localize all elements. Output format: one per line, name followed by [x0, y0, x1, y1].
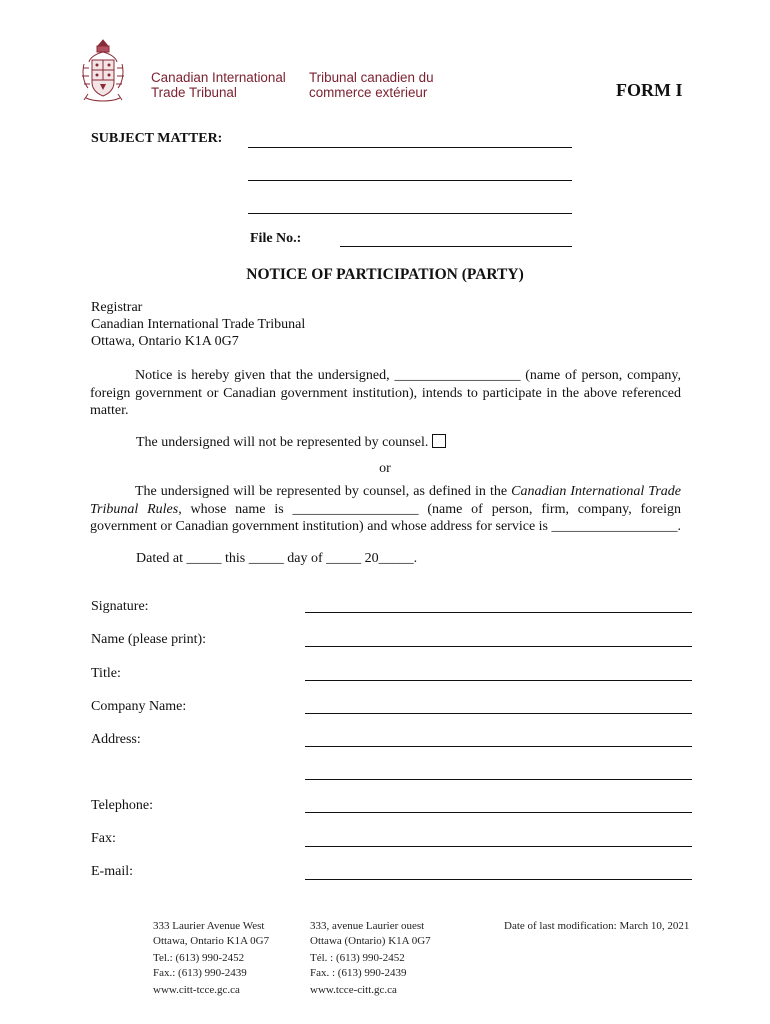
footer-en-web-link[interactable]: www.citt-tcce.gc.ca	[153, 984, 240, 996]
address-line-1: Registrar	[91, 300, 143, 315]
coat-of-arms-icon	[80, 38, 126, 104]
footer-fr-web-link[interactable]: www.tcce-citt.gc.ca	[310, 984, 397, 996]
represented-paragraph	[90, 483, 681, 536]
signature-field[interactable]	[305, 612, 692, 613]
company-name-label: Company Name:	[91, 699, 187, 714]
file-number-line[interactable]	[340, 246, 572, 247]
address-field-line-1[interactable]	[305, 746, 692, 747]
not-represented-option	[136, 434, 446, 451]
telephone-field[interactable]	[305, 812, 692, 813]
footer-en-fax: Fax.: (613) 990-2439	[153, 967, 247, 979]
telephone-label: Telephone:	[91, 798, 153, 813]
footer-fr-city-text: Ottawa (Ontario)	[310, 935, 389, 947]
dated-line: Dated at _____ this _____ day of _____ 20_____.	[136, 551, 418, 566]
address-field-line-2[interactable]	[305, 779, 692, 780]
subject-line-2[interactable]	[248, 180, 572, 181]
subject-matter-label: SUBJECT MATTER:	[91, 131, 223, 146]
address-line-2: Canadian International Trade Tribunal	[91, 317, 306, 332]
not-represented-checkbox[interactable]	[432, 434, 446, 448]
name-label: Name (please print):	[91, 632, 207, 647]
footer-address-english	[153, 919, 269, 998]
or-separator: or	[379, 461, 391, 476]
title-label: Title:	[91, 666, 121, 681]
subject-line-3[interactable]	[248, 213, 572, 214]
name-field[interactable]	[305, 646, 692, 647]
footer-fr-fax: Fax. : (613) 990-2439	[310, 967, 407, 979]
fax-label: Fax:	[91, 831, 116, 846]
footer-en-tel: Tel.: (613) 990-2452	[153, 952, 245, 964]
title-field[interactable]	[305, 680, 692, 681]
represented-text-1: The undersigned will be represented by counsel, as defined in the	[135, 484, 512, 499]
file-number-label: File No.:	[250, 231, 302, 246]
registrar-address	[91, 299, 305, 350]
represented-text-2: , whose name is __________________ (name of person, firm, company, foreign government or Canadian government institution) and whose address for service is __________________.	[90, 501, 681, 534]
subject-line-1[interactable]	[248, 147, 572, 148]
org-name-english	[151, 70, 286, 100]
footer-fr-postal: K1A 0G7	[388, 935, 431, 947]
org-name-en-line1: Canadian International	[151, 70, 286, 85]
footer-en-street: 333 Laurier Avenue West	[153, 920, 265, 932]
not-represented-text: The undersigned will not be represented by counsel.	[136, 435, 429, 450]
footer-fr-city	[310, 934, 431, 949]
signature-label: Signature:	[91, 599, 149, 614]
last-modified-date: Date of last modification: March 10, 2021	[504, 920, 690, 932]
org-name-fr-line1: Tribunal canadien du	[309, 70, 434, 85]
footer-fr-street: 333, avenue Laurier ouest	[310, 920, 425, 932]
footer-fr-tel: Tél. : (613) 990-2452	[310, 952, 405, 964]
org-name-fr-line2: commerce extérieur	[309, 85, 428, 100]
company-name-field[interactable]	[305, 713, 692, 714]
notice-paragraph: Notice is hereby given that the undersigned, __________________ (name of person, company, foreign government or Canadian government institution), intends to participate in the above referenced matter.	[90, 368, 681, 418]
notice-title: NOTICE OF PARTICIPATION (PARTY)	[246, 266, 524, 283]
email-label: E-mail:	[91, 864, 133, 879]
org-name-french	[309, 70, 434, 100]
address-label: Address:	[91, 732, 141, 747]
footer-address-french	[310, 919, 431, 998]
footer-en-postal: K1A 0G7	[226, 935, 270, 947]
address-line-3: Ottawa, Ontario K1A 0G7	[91, 334, 239, 349]
fax-field[interactable]	[305, 846, 692, 847]
rules-title: Canadian International Trade Tribunal Rules	[90, 484, 681, 517]
email-field[interactable]	[305, 879, 692, 880]
form-id: FORM I	[616, 80, 683, 100]
footer-en-city-text: Ottawa, Ontario	[153, 935, 227, 947]
footer-en-city	[153, 934, 269, 949]
org-name-en-line2: Trade Tribunal	[151, 85, 237, 100]
